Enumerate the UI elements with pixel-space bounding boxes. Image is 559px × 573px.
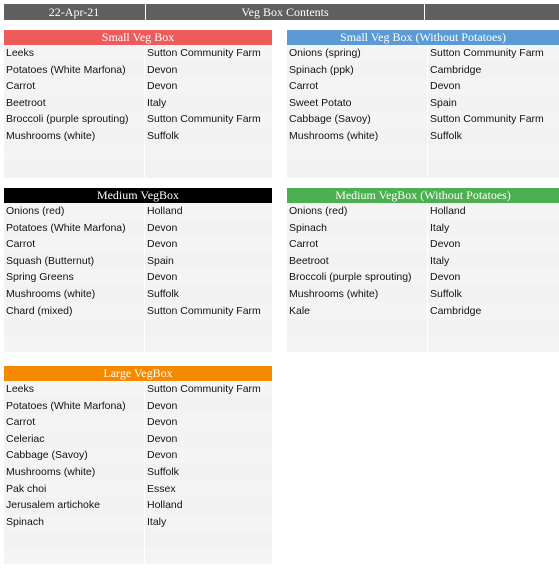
- large-veg-box-table: [4, 366, 272, 564]
- top-header-bar: [4, 4, 559, 20]
- table-row: [4, 497, 272, 514]
- vegetable-cell: Leeks: [4, 45, 145, 62]
- origin-cell: Sutton Community Farm: [145, 381, 272, 398]
- vegetable-cell: Carrot: [4, 414, 145, 431]
- small-veg-box-table: [4, 30, 272, 178]
- vegetable-cell: Spinach: [4, 514, 145, 531]
- vegetable-cell: [287, 161, 428, 178]
- small-veg-box-rows: [4, 45, 272, 178]
- origin-cell: [145, 161, 272, 178]
- table-row: [287, 45, 559, 62]
- origin-cell: Essex: [145, 481, 272, 498]
- table-row: [4, 514, 272, 531]
- vegetable-cell: Mushrooms (white): [287, 128, 428, 145]
- table-row: [287, 220, 559, 237]
- origin-cell: Devon: [145, 398, 272, 415]
- vegetable-cell: Carrot: [287, 78, 428, 95]
- table-row: [287, 203, 559, 220]
- vegetable-cell: [4, 547, 145, 564]
- vegetable-cell: Potatoes (White Marfona): [4, 398, 145, 415]
- origin-cell: [145, 547, 272, 564]
- origin-cell: Italy: [428, 253, 559, 270]
- origin-cell: Devon: [428, 236, 559, 253]
- origin-cell: Devon: [145, 236, 272, 253]
- vegetable-cell: Sweet Potato: [287, 95, 428, 112]
- vegetable-cell: Carrot: [4, 236, 145, 253]
- vegetable-cell: Cabbage (Savoy): [287, 111, 428, 128]
- small-veg-box-title: Small Veg Box: [4, 30, 272, 45]
- origin-cell: Sutton Community Farm: [428, 111, 559, 128]
- table-row: [287, 62, 559, 79]
- table-row: [4, 530, 272, 547]
- table-row: [4, 203, 272, 220]
- table-row: [4, 481, 272, 498]
- table-row: [4, 547, 272, 564]
- origin-cell: Devon: [145, 447, 272, 464]
- table-row: [4, 236, 272, 253]
- table-row: [4, 128, 272, 145]
- vegetable-cell: Potatoes (White Marfona): [4, 62, 145, 79]
- page-title: Veg Box Contents: [145, 4, 425, 20]
- vegetable-cell: [4, 145, 145, 162]
- origin-cell: Italy: [428, 220, 559, 237]
- vegetable-cell: Mushrooms (white): [287, 286, 428, 303]
- origin-cell: Sutton Community Farm: [145, 45, 272, 62]
- origin-cell: Suffolk: [428, 286, 559, 303]
- table-row: [4, 269, 272, 286]
- table-row: [4, 45, 272, 62]
- table-row: [4, 286, 272, 303]
- vegetable-cell: Broccoli (purple sprouting): [4, 111, 145, 128]
- origin-cell: Holland: [428, 203, 559, 220]
- table-row: [287, 236, 559, 253]
- medium-veg-box-rows: [4, 203, 272, 352]
- table-row: [4, 145, 272, 162]
- origin-cell: [145, 145, 272, 162]
- vegetable-cell: Potatoes (White Marfona): [4, 220, 145, 237]
- large-veg-box-title: Large VegBox: [4, 366, 272, 381]
- vegetable-cell: Onions (red): [4, 203, 145, 220]
- table-row: [4, 431, 272, 448]
- vegetable-cell: Kale: [287, 303, 428, 320]
- origin-cell: Italy: [145, 514, 272, 531]
- vegetable-cell: [4, 161, 145, 178]
- vegetable-cell: Spinach: [287, 220, 428, 237]
- small-veg-box-no-potatoes-title: Small Veg Box (Without Potatoes): [287, 30, 559, 45]
- table-row: [287, 286, 559, 303]
- vegetable-cell: Spring Greens: [4, 269, 145, 286]
- origin-cell: Cambridge: [428, 62, 559, 79]
- table-row: [4, 303, 272, 320]
- vegetable-cell: Carrot: [4, 78, 145, 95]
- table-row: [4, 111, 272, 128]
- origin-cell: Sutton Community Farm: [428, 45, 559, 62]
- origin-cell: [428, 145, 559, 162]
- origin-cell: Suffolk: [145, 464, 272, 481]
- small-veg-box-no-potatoes-rows: [287, 45, 559, 178]
- medium-veg-box-no-potatoes-rows: [287, 203, 559, 352]
- date-label: 22-Apr-21: [48, 5, 100, 19]
- origin-cell: Devon: [145, 62, 272, 79]
- origin-cell: Suffolk: [145, 286, 272, 303]
- table-row: [4, 414, 272, 431]
- vegetable-cell: Cabbage (Savoy): [4, 447, 145, 464]
- table-row: [287, 269, 559, 286]
- vegetable-cell: [287, 319, 428, 336]
- origin-cell: Suffolk: [145, 128, 272, 145]
- table-row: [287, 319, 559, 336]
- vegetable-cell: Beetroot: [287, 253, 428, 270]
- origin-cell: [145, 530, 272, 547]
- table-row: [287, 78, 559, 95]
- origin-cell: Devon: [145, 220, 272, 237]
- origin-cell: Sutton Community Farm: [145, 303, 272, 320]
- vegetable-cell: Pak choi: [4, 481, 145, 498]
- vegetable-cell: [287, 145, 428, 162]
- origin-cell: Cambridge: [428, 303, 559, 320]
- origin-cell: Devon: [428, 269, 559, 286]
- vegetable-cell: [4, 319, 145, 336]
- origin-cell: Spain: [145, 253, 272, 270]
- vegetable-cell: Onions (red): [287, 203, 428, 220]
- origin-cell: [145, 319, 272, 336]
- table-row: [4, 78, 272, 95]
- origin-cell: Italy: [145, 95, 272, 112]
- table-row: [4, 464, 272, 481]
- medium-veg-box-no-potatoes-title: Medium VegBox (Without Potatoes): [287, 188, 559, 203]
- origin-cell: Devon: [145, 414, 272, 431]
- vegetable-cell: Beetroot: [4, 95, 145, 112]
- table-row: [4, 253, 272, 270]
- table-row: [287, 128, 559, 145]
- table-row: [287, 95, 559, 112]
- medium-veg-box-title: Medium VegBox: [4, 188, 272, 203]
- table-row: [4, 398, 272, 415]
- table-row: [4, 319, 272, 336]
- origin-cell: [145, 336, 272, 353]
- table-row: [4, 62, 272, 79]
- medium-veg-box-table: [4, 188, 272, 352]
- vegetable-cell: Mushrooms (white): [4, 286, 145, 303]
- table-row: [4, 336, 272, 353]
- table-row: [287, 253, 559, 270]
- vegetable-cell: Carrot: [287, 236, 428, 253]
- vegetable-cell: Broccoli (purple sprouting): [287, 269, 428, 286]
- small-veg-box-no-potatoes-table: [287, 30, 559, 178]
- table-row: [4, 95, 272, 112]
- origin-cell: [428, 161, 559, 178]
- vegetable-cell: Celeriac: [4, 431, 145, 448]
- origin-cell: [428, 336, 559, 353]
- vegetable-cell: [4, 530, 145, 547]
- vegetable-cell: Mushrooms (white): [4, 464, 145, 481]
- vegetable-cell: Leeks: [4, 381, 145, 398]
- vegetable-cell: Chard (mixed): [4, 303, 145, 320]
- vegetable-cell: Squash (Butternut): [4, 253, 145, 270]
- table-row: [4, 161, 272, 178]
- table-row: [4, 447, 272, 464]
- table-row: [287, 303, 559, 320]
- origin-cell: Devon: [145, 269, 272, 286]
- vegetable-cell: Spinach (ppk): [287, 62, 428, 79]
- origin-cell: Suffolk: [428, 128, 559, 145]
- origin-cell: Devon: [145, 431, 272, 448]
- origin-cell: Devon: [145, 78, 272, 95]
- origin-cell: [428, 319, 559, 336]
- origin-cell: Holland: [145, 203, 272, 220]
- origin-cell: Spain: [428, 95, 559, 112]
- vegetable-cell: [287, 336, 428, 353]
- table-row: [287, 336, 559, 353]
- table-row: [287, 111, 559, 128]
- vegetable-cell: Mushrooms (white): [4, 128, 145, 145]
- table-row: [287, 145, 559, 162]
- origin-cell: Holland: [145, 497, 272, 514]
- large-veg-box-rows: [4, 381, 272, 564]
- vegetable-cell: Onions (spring): [287, 45, 428, 62]
- origin-cell: Sutton Community Farm: [145, 111, 272, 128]
- table-row: [4, 381, 272, 398]
- origin-cell: Devon: [428, 78, 559, 95]
- vegetable-cell: Jerusalem artichoke: [4, 497, 145, 514]
- medium-veg-box-no-potatoes-table: [287, 188, 559, 352]
- table-row: [287, 161, 559, 178]
- table-row: [4, 220, 272, 237]
- vegetable-cell: [4, 336, 145, 353]
